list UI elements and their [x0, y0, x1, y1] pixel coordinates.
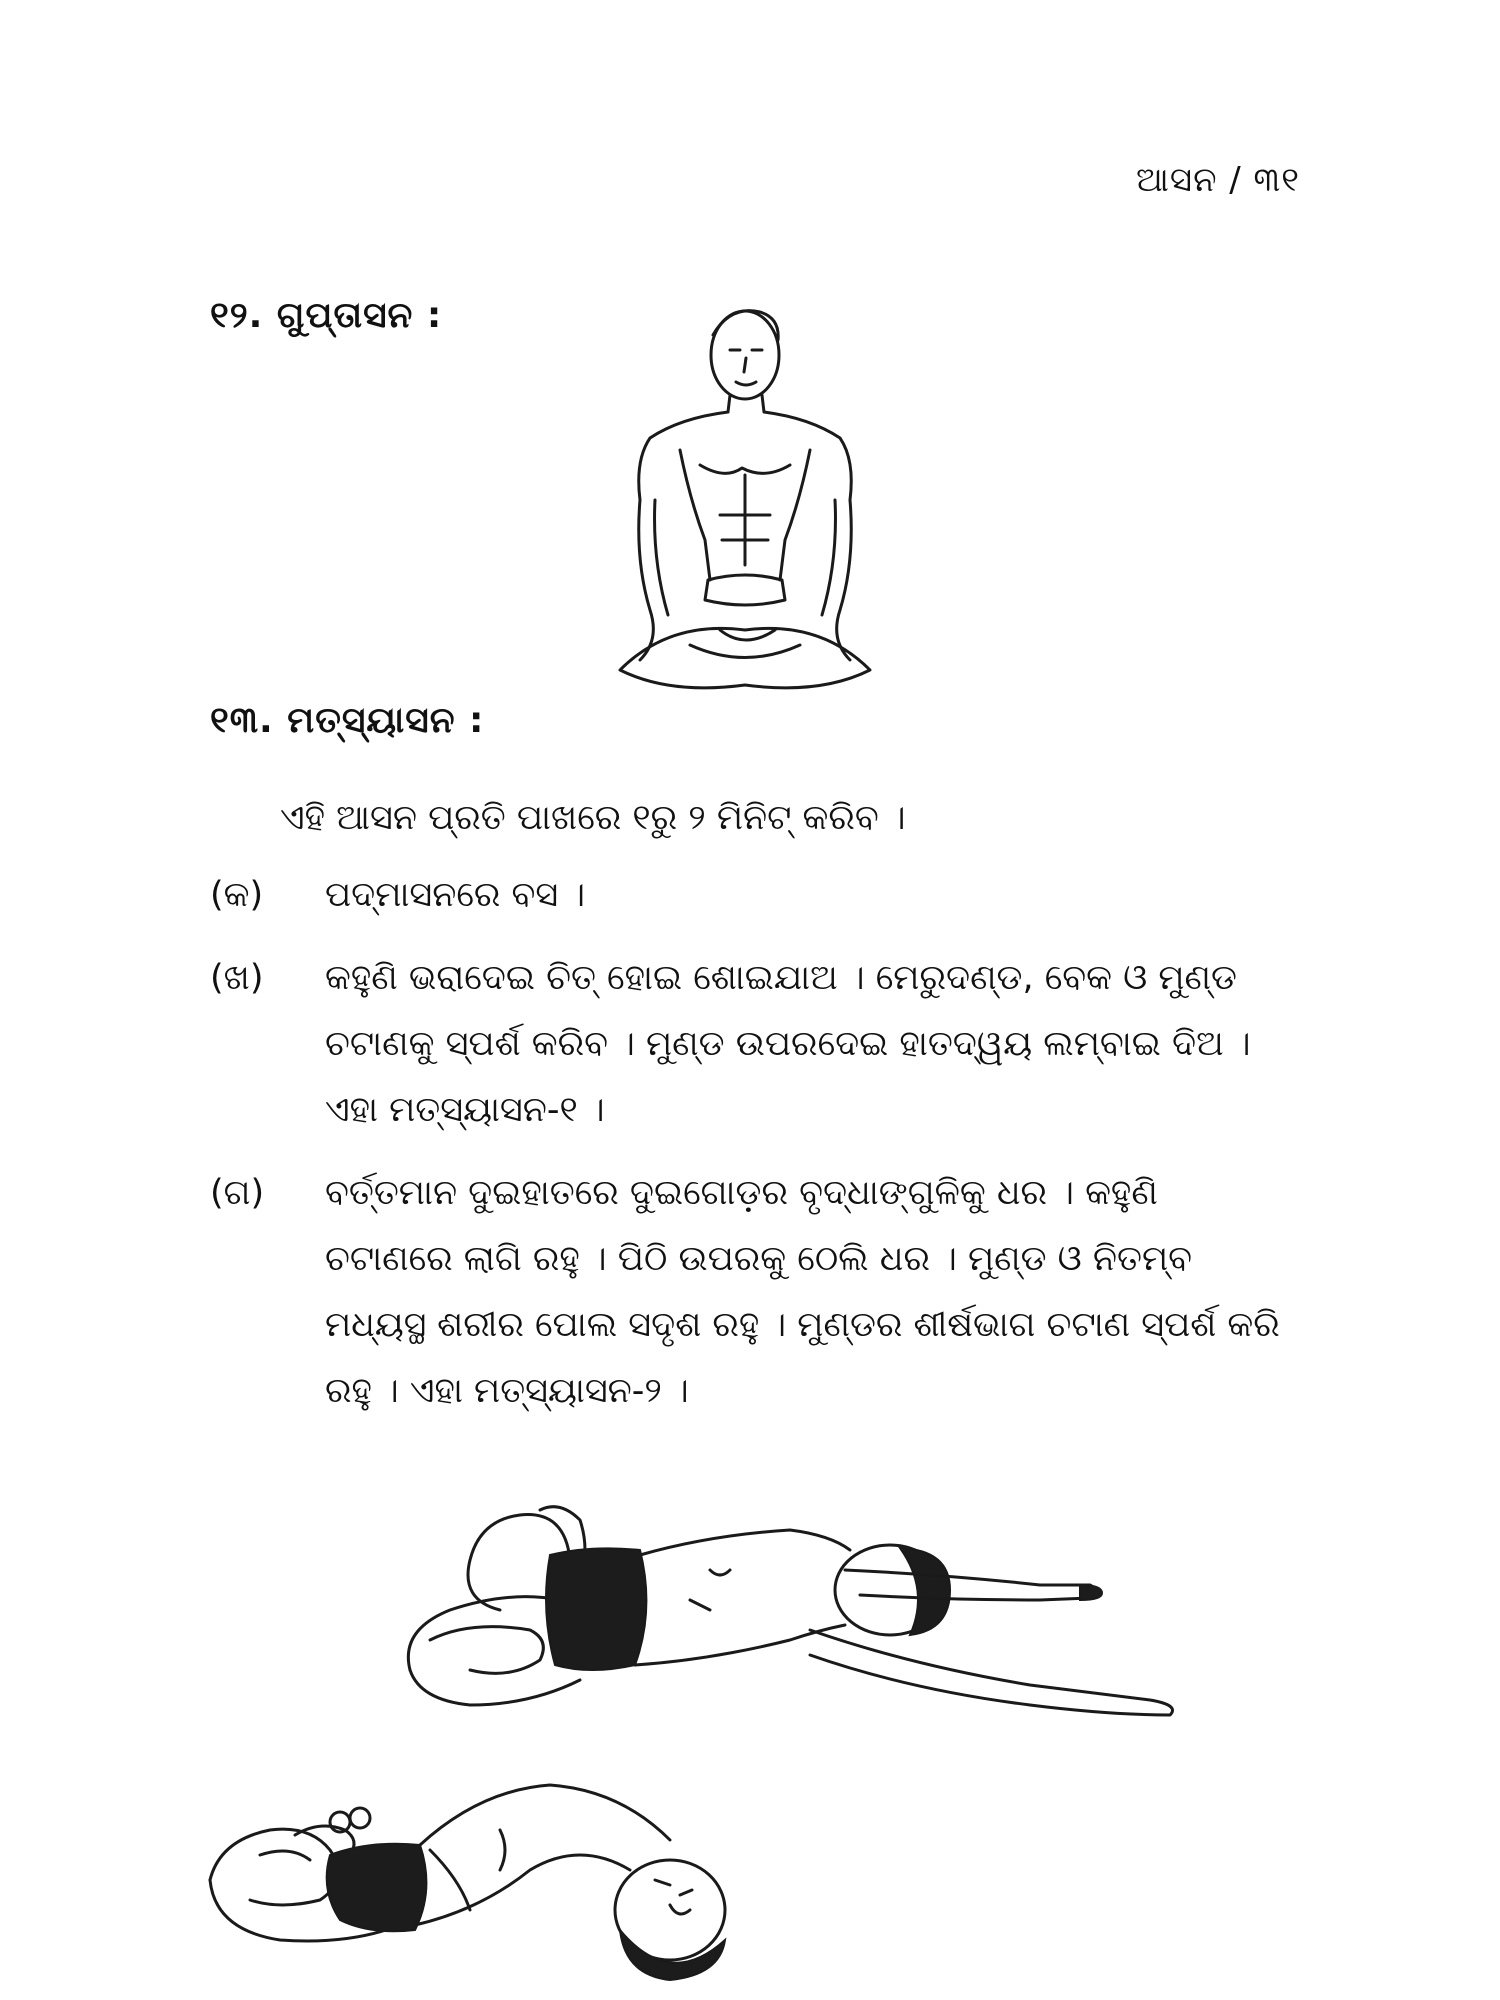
item-text: ପଦ୍ମାସନରେ ବସ ।: [325, 875, 586, 915]
reclining-fish-pose-illustration: [390, 1490, 1270, 1750]
section-12-heading: ୧୨. ଗୁପ୍ତାସନ :: [210, 295, 443, 336]
instruction-item: [210, 862, 1290, 928]
item-marker: (ଗ): [210, 1173, 265, 1213]
item-text: କହୁଣି ଭରାଦେଇ ଚିତ୍ ହୋଇ ଶୋଇଯାଅ । ମେରୁଦଣ୍ଡ, ବେକ ଓ ମୁଣ୍ଡ ଚଟାଣକୁ ସ୍ପର୍ଶ କରିବ । ମୁଣ୍ଡ ଉପରଦେଇ ହାତଦ୍ୱୟ ଲମ୍ବାଇ ଦିଅ । ଏହା ମତ୍ସ୍ୟାସନ-୧ ।: [325, 958, 1251, 1130]
item-marker: (କ): [210, 875, 264, 915]
arched-fish-pose-illustration: [200, 1760, 780, 1990]
seated-man-lotus-illustration: [580, 300, 910, 700]
running-head: ଆସନ / ୩୧: [1135, 160, 1300, 200]
instruction-item: [210, 945, 1290, 1143]
item-text: ବର୍ତ୍ତମାନ ଦୁଇହାତରେ ଦୁଇଗୋଡ଼ର ବୃଦ୍ଧାଙ୍ଗୁଳିକୁ ଧର । କହୁଣି ଚଟାଣରେ ଲାଗି ରହୁ । ପିଠି ଉପରକୁ ଠେଲି ଧର । ମୁଣ୍ଡ ଓ ନିତମ୍ବ ମଧ୍ୟସ୍ଥ ଶରୀର ପୋଲ ସଦୃଶ ରହୁ । ମୁଣ୍ଡର ଶୀର୍ଷଭାଗ ଚଟାଣ ସ୍ପର୍ଶ କରି ରହୁ । ଏହା ମତ୍ସ୍ୟାସନ-୨ ।: [325, 1173, 1280, 1411]
section-13-heading: ୧୩. ମତ୍ସ୍ୟାସନ :: [210, 700, 485, 741]
instruction-item: [210, 1160, 1290, 1424]
section-13-intro: ଏହି ଆସନ ପ୍ରତି ପାଖରେ ୧ରୁ ୨ ମିନିଟ୍ କରିବ ।: [280, 798, 906, 838]
item-marker: (ଖ): [210, 958, 264, 998]
